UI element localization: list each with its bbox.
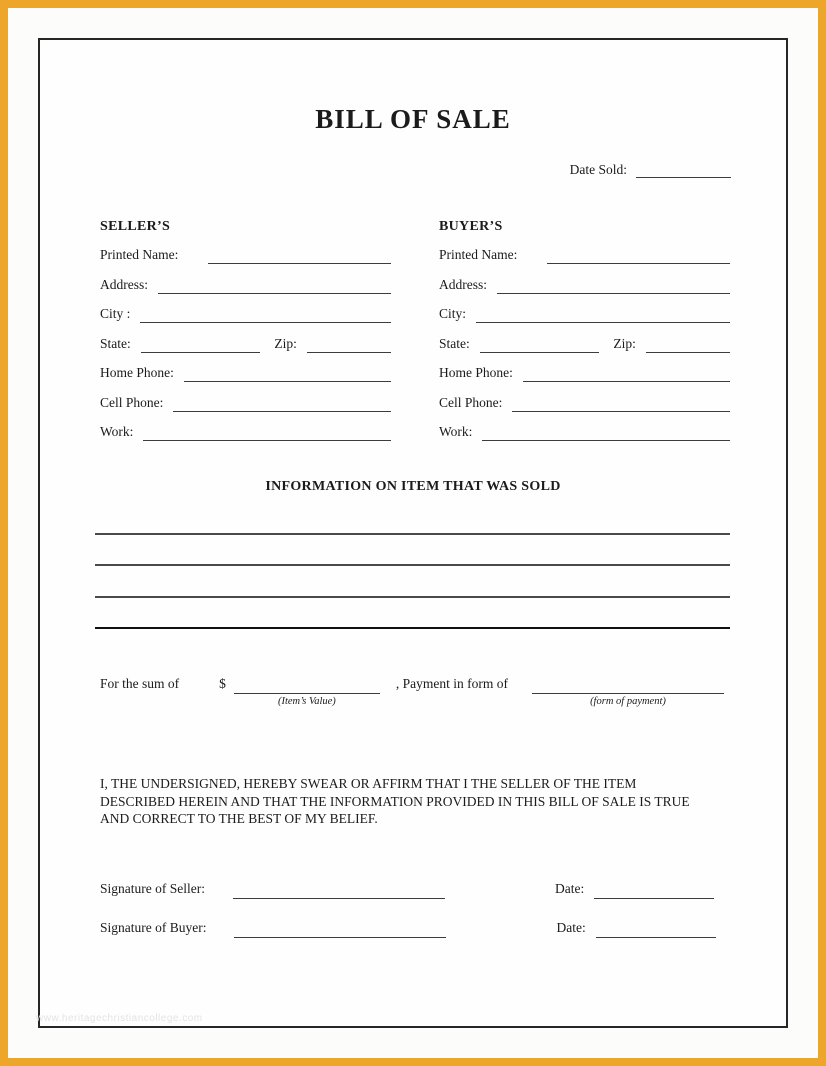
seller-zip-label: Zip: — [274, 335, 297, 351]
buyer-signature-blank[interactable] — [234, 919, 446, 938]
seller-state-label: State: — [100, 335, 131, 351]
payment-form-blank[interactable] — [532, 675, 724, 694]
buyer-date-label: Date: — [556, 920, 586, 935]
buyer-zip-blank[interactable] — [646, 335, 730, 353]
buyer-date-blank[interactable] — [596, 919, 716, 938]
buyer-cell-phone-blank[interactable] — [512, 394, 730, 412]
seller-address-label: Address: — [100, 276, 148, 292]
item-info-heading: INFORMATION ON ITEM THAT WAS SOLD — [265, 479, 561, 494]
buyer-signature-row — [100, 919, 730, 939]
seller-printed-name-blank[interactable] — [208, 246, 391, 264]
seller-printed-name-label: Printed Name: — [100, 247, 179, 262]
date-sold-label: Date Sold: — [569, 162, 627, 177]
seller-address-blank[interactable] — [158, 276, 391, 294]
seller-cell-phone-row — [100, 394, 391, 412]
item-info-line[interactable] — [95, 598, 730, 630]
buyer-work-label: Work: — [439, 424, 473, 439]
buyer-zip-label: Zip: — [613, 335, 636, 351]
seller-state-blank[interactable] — [141, 335, 261, 353]
payment-form-caption: (form of payment) — [590, 696, 666, 707]
seller-signature-blank[interactable] — [233, 880, 445, 899]
item-value-blank[interactable] — [234, 675, 380, 694]
buyer-work-blank[interactable] — [482, 423, 730, 441]
seller-date-label: Date: — [554, 881, 585, 896]
buyer-signature-label: Signature of Buyer: — [100, 920, 207, 935]
buyer-home-phone-row — [439, 364, 730, 382]
buyer-cell-phone-row — [439, 394, 730, 412]
item-info-lines — [95, 503, 730, 629]
seller-heading: SELLER’S — [100, 219, 171, 234]
buyer-address-row — [439, 276, 730, 294]
buyer-city-label: City: — [439, 306, 467, 321]
watermark-url: www.heritagechristiancollege.com — [36, 1013, 203, 1024]
date-sold-blank[interactable] — [636, 159, 731, 178]
item-info-line[interactable] — [95, 535, 730, 567]
payment-form-label: , Payment in form of — [395, 676, 508, 691]
buyer-work-row — [439, 423, 730, 441]
buyer-section — [439, 219, 730, 453]
buyer-printed-name-blank[interactable] — [547, 246, 730, 264]
seller-zip-blank[interactable] — [307, 335, 391, 353]
seller-work-blank[interactable] — [143, 423, 391, 441]
buyer-city-blank[interactable] — [476, 305, 730, 323]
seller-state-zip-row — [100, 335, 391, 353]
item-info-line[interactable] — [95, 566, 730, 598]
currency-symbol: $ — [219, 676, 226, 691]
affirmation-paragraph: I, THE UNDERSIGNED, HEREBY SWEAR OR AFFIRM THAT I THE SELLER OF THE ITEM DESCRIBED HEREIN AND THAT THE INFORMATION PROVIDED IN THIS BILL OF SALE IS TRUE AND CORRECT TO THE BEST OF MY BELIEF. — [100, 776, 690, 826]
payment-form-field — [532, 675, 724, 708]
buyer-printed-name-label: Printed Name: — [439, 247, 518, 262]
buyer-printed-name-row — [439, 246, 730, 264]
date-sold-row — [570, 158, 731, 178]
item-info-line[interactable] — [95, 503, 730, 535]
item-value-caption: (Item’s Value) — [277, 696, 336, 707]
seller-city-row — [100, 305, 391, 323]
buyer-home-phone-label: Home Phone: — [439, 365, 513, 380]
buyer-home-phone-blank[interactable] — [523, 364, 730, 382]
seller-cell-phone-label: Cell Phone: — [100, 394, 164, 410]
seller-printed-name-row — [100, 246, 391, 264]
seller-date-blank[interactable] — [594, 880, 714, 899]
sum-prefix-label: For the sum of — [100, 676, 180, 691]
seller-home-phone-row — [100, 364, 391, 382]
buyer-cell-phone-label: Cell Phone: — [439, 394, 503, 410]
seller-signature-label: Signature of Seller: — [100, 881, 205, 896]
buyer-state-blank[interactable] — [480, 335, 600, 353]
buyer-heading: BUYER’S — [439, 219, 503, 234]
seller-city-label: City : — [100, 306, 131, 321]
parties-columns — [100, 219, 730, 453]
payment-row — [100, 675, 730, 708]
seller-work-label: Work: — [100, 424, 134, 439]
seller-signature-row — [100, 880, 730, 900]
buyer-state-label: State: — [439, 335, 470, 351]
buyer-address-blank[interactable] — [497, 276, 730, 294]
seller-home-phone-label: Home Phone: — [100, 365, 174, 380]
buyer-address-label: Address: — [439, 276, 487, 292]
seller-home-phone-blank[interactable] — [184, 364, 391, 382]
buyer-state-zip-row — [439, 335, 730, 353]
seller-city-blank[interactable] — [140, 305, 391, 323]
item-value-field — [234, 675, 380, 708]
page-title: BILL OF SALE — [315, 104, 511, 134]
seller-work-row — [100, 423, 391, 441]
seller-section — [100, 219, 391, 453]
seller-address-row — [100, 276, 391, 294]
buyer-city-row — [439, 305, 730, 323]
seller-cell-phone-blank[interactable] — [173, 394, 391, 412]
